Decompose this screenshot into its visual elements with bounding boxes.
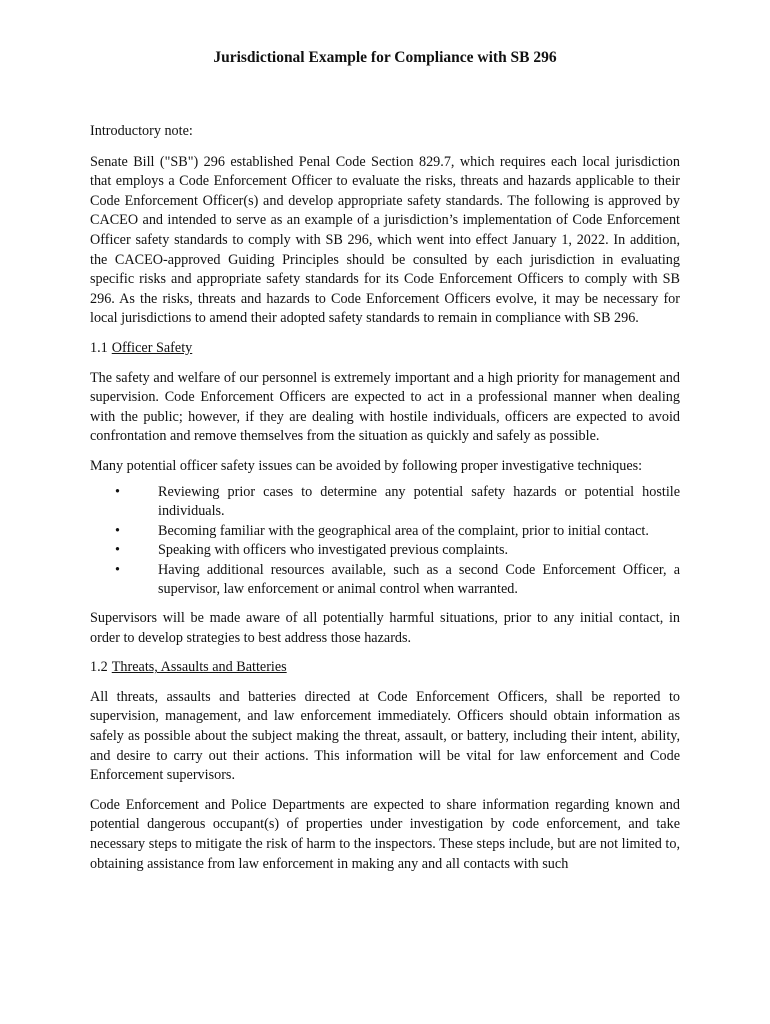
section-heading-threats-assaults [90, 658, 680, 678]
section-title: Officer Safety [111, 339, 193, 356]
document-title: Jurisdictional Example for Compliance with SB 296 [213, 49, 557, 66]
officer-safety-paragraph-3: Supervisors will be made aware of all potentially harmful situations, prior to any initial contact, in order to develop strategies to best address those hazards. [90, 610, 680, 646]
list-item [90, 561, 680, 600]
intro-label: Introductory note: [90, 123, 193, 139]
bullet-icon: • [115, 542, 120, 559]
bullet-icon: • [115, 483, 120, 500]
officer-safety-paragraph-1: The safety and welfare of our personnel is extremely important and a high priority for management and supervision. Code Enforcement Officers are expected to act in a professional manner when dealing with the public; however, if they are dealing with hostile individuals, officers are expected to avoid confrontation and remove themselves from the situation as quickly and safely as possible. [90, 369, 680, 445]
section-heading-officer-safety [90, 339, 680, 359]
investigative-techniques-list [90, 483, 680, 601]
list-item [90, 522, 680, 542]
list-item-text: Speaking with officers who investigated previous complaints. [158, 542, 509, 559]
intro-paragraph: Senate Bill ("SB") 296 established Penal Code Section 829.7, which requires each local jurisdiction that employs a Code Enforcement Officer to evaluate the risks, threats and hazards applicable to their Code Enforcement Officer(s) and develop appropriate safety standards. The following is approved by CACEO and intended to serve as an example of a jurisdiction’s implementation of Code Enforcement Officer safety standards to comply with SB 296, which went into effect January 1, 2022. In addition, the CACEO-approved Guiding Principles should be consulted by each jurisdiction in evaluating specific risks and appropriate safety standards for its Code Enforcement Officers to comply with SB 296. As the risks, threats and hazards to Code Enforcement Officers evolve, it may be necessary for local jurisdictions to amend their adopted safety standards to remain in compliance with SB 296. [90, 153, 680, 327]
list-item-text: Having additional resources available, such as a second Code Enforcement Officer, a supervisor, law enforcement or animal control when warranted. [158, 561, 680, 598]
bullet-icon: • [115, 561, 120, 578]
list-item-text: Becoming familiar with the geographical area of the complaint, prior to initial contact. [158, 522, 649, 539]
list-item-text: Reviewing prior cases to determine any potential safety hazards or potential hostile individuals. [158, 483, 680, 520]
section-number: 1.1 [90, 339, 108, 356]
section-number: 1.2 [90, 659, 108, 676]
threats-paragraph-2: Code Enforcement and Police Departments are expected to share information regarding known and potential dangerous occupant(s) of properties under investigation by code enforcement, and take necessary steps to mitigate the risk of harm to the inspectors. These steps include, but are not limited to, obtaining assistance from law enforcement in making any and all contacts with such [90, 796, 680, 872]
officer-safety-paragraph-2: Many potential officer safety issues can be avoided by following proper investigative techniques: [90, 457, 643, 474]
section-title: Threats, Assaults and Batteries [111, 659, 287, 676]
bullet-icon: • [115, 522, 120, 539]
list-item [90, 483, 680, 522]
document-body [90, 122, 680, 884]
list-item [90, 541, 680, 561]
threats-paragraph-1: All threats, assaults and batteries directed at Code Enforcement Officers, shall be reported to supervision, management, and law enforcement immediately. Officers should obtain information as safely as possible about the subject making the threat, assault, or battery, including their intent, ability, and desire to carry out their actions. This information will be vital for law enforcement and Code Enforcement supervisors. [90, 688, 680, 784]
